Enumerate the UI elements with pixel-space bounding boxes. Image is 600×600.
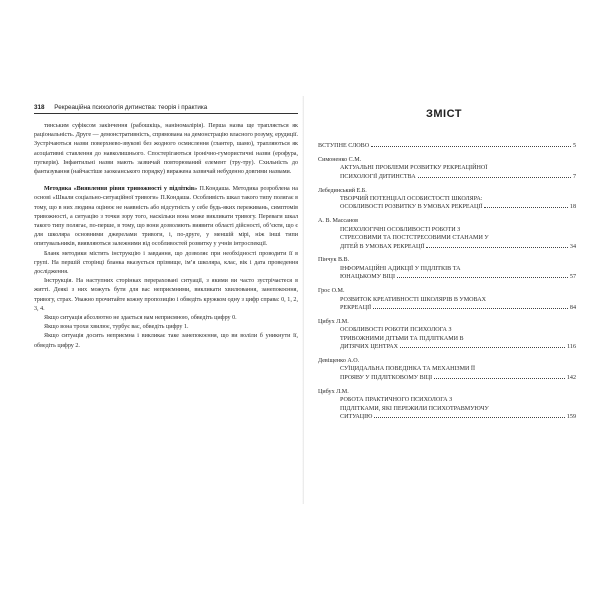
contents-title: ЗМІСТ <box>426 108 462 120</box>
toc-entry-author: Грос О.М. <box>318 288 345 295</box>
toc-entry-title-line: АКТУАЛЬНІ ПРОБЛЕМИ РОЗВИТКУ РЕКРЕАЦІЙНОЇ <box>340 165 488 172</box>
dot-leader <box>373 308 568 309</box>
dot-leader <box>426 247 567 248</box>
toc-entry-page-number: 5 <box>572 143 576 149</box>
toc-entry-page-number: 18 <box>569 204 576 211</box>
toc-entry[interactable] <box>318 187 576 212</box>
running-head <box>34 104 298 114</box>
toc-entry-page-number: 57 <box>569 274 576 281</box>
paragraph: Якщо ситуація досить неприємна і викликає таке занепокоєння, що ви воліли б уникнути її, обведіть цифру 2. <box>34 333 298 349</box>
toc-entry-title-line: ОСОБЛИВОСТІ РОБОТИ ПСИХОЛОГА З <box>340 327 452 334</box>
toc-entry-title-line <box>318 203 576 211</box>
toc-entry-title-line <box>318 243 576 251</box>
toc-entry-title-line: ТВОРЧИЙ ПОТЕНЦІАЛ ОСОБИСТОСТІ ШКОЛЯРА: <box>340 196 483 203</box>
dot-leader <box>397 277 568 278</box>
toc-entry-title-line: СТРЕСОВИМИ ТА ПОСТСТРЕСОВИМИ СТАНАМИ У <box>340 235 489 242</box>
method-text: П.Кондаша. Методика розроблена на основі «Шкали соціально-ситуаційної тривоги» П.Кондаша. Особливість шкал такого типу полягає в тому, що в них людина оцінює не наявність або відсутність у себе будь-яких переживань, симптомів тривожності, а ситуацію з точки зору того, наскільки вона може викликати тривогу. Переваги шкал такого типу полягає, по-перше, в тому, що вони дозволяють виявити області дійсності, об’єкти, що є для школяра основними джерелами тривоги, і, по-друге, у меншій мірі, ніж інші типи опитувальників, виявляються залежними від особливостей розвитку у учнів інтроспекції. <box>34 186 298 248</box>
toc-entry-title-line <box>318 173 576 181</box>
toc-entry-title-line <box>318 374 576 382</box>
toc-entry-author: Пінчук В.В. <box>318 257 350 264</box>
toc-entry-title-text: ВСТУПНЕ СЛОВО <box>318 143 370 149</box>
dot-leader <box>400 347 565 348</box>
toc-entry-page-number: 84 <box>569 305 576 311</box>
toc-entry[interactable] <box>318 287 576 312</box>
toc-entry-author: Лебединський Е.Б. <box>318 187 367 194</box>
toc-entry-title-text: ДИТЯЧИХ ЦЕНТРАХ <box>340 344 399 351</box>
toc-entry-author: Цибух Л.М. <box>318 318 349 325</box>
toc-entry-title-line <box>318 343 576 351</box>
paragraph: Якщо ситуація абсолютно не здається вам неприємною, обведіть цифру 0. <box>44 315 237 322</box>
toc-entry-page-number: 159 <box>566 413 576 420</box>
toc-entry-page-number: 142 <box>566 374 576 381</box>
toc-entry-author: Цибух Л.М. <box>318 388 349 395</box>
table-of-contents <box>318 142 576 427</box>
toc-entry-title-text: ПРОЯВУ У ПІДЛІТКОВОМУ ВІЦІ <box>340 374 433 381</box>
dot-leader <box>374 417 564 418</box>
toc-entry-title-line: СУЇЦИДАЛЬНА ПОВЕДІНКА ТА МЕХАНІЗМИ ЇЇ <box>340 366 475 373</box>
running-head-title: Рекреаційна психологія дитинства: теорія і практика <box>54 104 208 111</box>
toc-entry-title-text: РЕКРЕАЦІЇ <box>340 305 372 311</box>
left-page <box>24 96 304 504</box>
left-page-body <box>34 122 298 351</box>
right-page <box>304 96 584 504</box>
page-number: 318 <box>34 104 45 111</box>
toc-entry[interactable] <box>318 357 576 382</box>
toc-entry-title-line: ТРИВОЖНИМИ ДІТЬМИ ТА ПІДЛІТКАМИ В <box>340 335 464 342</box>
toc-entry-page-number: 116 <box>567 344 576 351</box>
dot-leader <box>371 146 571 147</box>
dot-leader <box>484 207 567 208</box>
toc-entry-title-text: ЮНАЦЬКОМУ ВІЦІ <box>340 274 396 281</box>
toc-entry-author: Симоненко С.М. <box>318 156 362 163</box>
toc-entry-title-text: ДІТЕЙ В УМОВАХ РЕКРЕАЦІЇ <box>340 243 425 250</box>
toc-entry[interactable] <box>318 156 576 181</box>
toc-entry-title-line: РОЗВИТОК КРЕАТИВНОСТІ ШКОЛЯРІВ В УМОВАХ <box>340 296 487 303</box>
toc-entry-author: А. В. Массанов <box>318 218 359 225</box>
toc-entry[interactable] <box>318 318 576 352</box>
toc-entry[interactable] <box>318 256 576 281</box>
toc-entry[interactable] <box>318 217 576 251</box>
toc-entry-page-number: 34 <box>569 243 576 250</box>
toc-entry-author: Девіщенко А.О. <box>318 358 360 365</box>
toc-entry-title-line: ПСИХОЛОГІЧНІ ОСОБЛИВОСТІ РОБОТИ З <box>340 226 461 233</box>
dot-leader <box>434 378 565 379</box>
paragraph: тинським суфіксом закінчення (рабошкіць, наніномалірія). Перша назва ще трапляється як раціональність. Друге — демонстративність, спрямована на демонстрацію власного розуму, ерудиції. Зустрічаються назви поверхнево-звукові без жодного осмислення (глантер, шамо), трапляються як асоціативні ставлення до навколишнього. Спостерігаються іронічно-гумористичні назви (ерофура, пугкерія). Інфантильні назви мають зазвичай повторюваний елемент (тру-тру). Схильність до фантазування (найчастіше заокеанського порядку) виражена зазвичай небуденно довгими назвами. <box>34 123 298 176</box>
toc-entry-page-number: 7 <box>572 173 576 180</box>
toc-entry[interactable] <box>318 388 576 422</box>
toc-entry-title-line <box>318 304 576 312</box>
toc-entry-title-line <box>318 413 576 421</box>
method-title: Методика «Виявлення рівня тривожності у підлітків» <box>44 186 198 193</box>
toc-entry-title-line: РОБОТА ПРАКТИЧНОГО ПСИХОЛОГА З <box>340 397 453 404</box>
toc-entry-title-line <box>318 142 576 150</box>
toc-entry-title-text: ОСОБЛИВОСТІ РОЗВИТКУ В УМОВАХ РЕКРЕАЦІЇ <box>340 204 483 211</box>
paragraph: Якщо вона трохи хвилює, турбує вас, обведіть цифру 1. <box>44 324 189 331</box>
toc-entry-title-line <box>318 273 576 281</box>
paragraph: Бланк методики містить інструкцію і завдання, що дозволяє при необхідності проводити її в групі. На першій сторінці бланка вказується прізвище, ім’я школяра, клас, вік і дата проведення дослідження. <box>34 250 298 276</box>
toc-entry[interactable] <box>318 142 576 150</box>
toc-entry-title-text: ПСИХОЛОГІЇ ДИТИНСТВА <box>340 173 416 180</box>
dot-leader <box>418 177 571 178</box>
toc-entry-title-text: СИТУАЦІЮ <box>340 413 373 420</box>
toc-entry-title-line: ІНФОРМАЦІЙНІ АДИКЦІЇ У ПІДЛІТКІВ ТА <box>340 265 461 272</box>
toc-entry-title-line: ПІДЛІТКАМИ, ЯКІ ПЕРЕЖИЛИ ПСИХОТРАВМУЮЧУ <box>340 405 489 412</box>
paragraph: Інструкція. На наступних сторінках перераховані ситуації, з якими ви часто зустрічаєтеся в житті. Деякі з них можуть бути для вас неприємними, викликати хвилювання, занепокоєння, тривогу, страх. Уважно прочитайте кожну пропозицію і обведіть кружком одну з цифр справа: 0, 1, 2, 3, 4. <box>34 278 298 312</box>
paragraph-method <box>34 185 298 249</box>
